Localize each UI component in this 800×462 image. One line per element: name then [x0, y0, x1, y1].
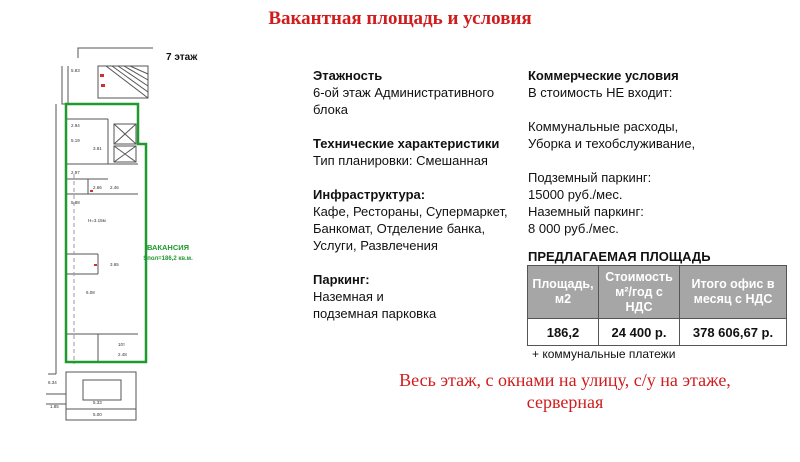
- exclusions-section: [528, 118, 768, 152]
- surface-parking-price: 8 000 руб./мес.: [528, 221, 619, 236]
- room-label: 5.83: [71, 68, 80, 73]
- infra-line: Кафе, Рестораны, Супермаркет,: [313, 204, 508, 219]
- table-cell: 378 606,67 р.: [680, 319, 787, 346]
- property-info-column: [313, 67, 525, 322]
- room-label: 1.85: [50, 404, 59, 409]
- parking-line: подземная парковка: [313, 306, 437, 321]
- tech-line: Тип планировки: Смешанная: [313, 153, 488, 168]
- room-label: 2.46: [110, 185, 119, 190]
- floors-heading: Этажность: [313, 68, 383, 83]
- footer-note: [330, 369, 800, 413]
- room-label: 2.48: [118, 352, 127, 357]
- commercial-heading: Коммерческие условия: [528, 68, 679, 83]
- vacancy-area-label: Sпол=186,2 кв.м.: [143, 256, 193, 262]
- room-label: 2.94: [71, 123, 80, 128]
- commercial-line: В стоимость НЕ входит:: [528, 85, 673, 100]
- utilities-note: + коммунальные платежи: [532, 347, 676, 361]
- column-header: Стоимость м²/год с НДС: [599, 266, 680, 319]
- underground-parking-label: Подземный паркинг:: [528, 170, 652, 185]
- column-header: Итого офис в месяц с НДС: [680, 266, 787, 319]
- surface-parking-label: Наземный паркинг:: [528, 204, 644, 219]
- exclusion-line: Коммунальные расходы,: [528, 119, 679, 134]
- room-label: 5.88: [71, 200, 80, 205]
- room-label: 3.81: [93, 146, 102, 151]
- parking-line: Наземная и: [313, 289, 384, 304]
- room-label: H=3.15м: [88, 218, 106, 223]
- parking-heading: Паркинг:: [313, 272, 370, 287]
- vacancy-label: ВАКАНСИЯ: [146, 243, 190, 252]
- underground-parking-price: 15000 руб./мес.: [528, 187, 623, 202]
- parking-prices-section: [528, 169, 768, 237]
- room-label: 5.19: [71, 138, 80, 143]
- floors-section: [313, 67, 525, 118]
- floor-label: 7 этаж: [166, 52, 198, 63]
- commercial-section: [528, 67, 768, 101]
- exclusion-line: Уборка и техобслуживание,: [528, 136, 696, 151]
- floors-line: 6-ой этаж Административного: [313, 85, 495, 100]
- page-title: Вакантная площадь и условия: [268, 8, 532, 29]
- offer-table: [527, 265, 787, 346]
- room-label: 5.00: [93, 412, 102, 417]
- room-label: 3.65: [110, 262, 119, 267]
- infra-heading: Инфраструктура:: [313, 187, 426, 202]
- room-label: 10т: [118, 342, 126, 347]
- infra-section: [313, 186, 525, 254]
- table-header-row: [528, 266, 787, 319]
- column-header: Площадь, м2: [528, 266, 599, 319]
- table-cell: 186,2: [528, 319, 599, 346]
- room-label: 2.66: [93, 185, 102, 190]
- tech-heading: Технические характеристики: [313, 136, 500, 151]
- room-label: 6.08: [86, 290, 95, 295]
- infra-line: Банкомат, Отделение банка,: [313, 221, 486, 236]
- infra-line: Услуги, Развлечения: [313, 238, 438, 253]
- footer-line: серверная: [526, 392, 604, 412]
- table-row: [528, 319, 787, 346]
- offer-heading: ПРЕДЛАГАЕМАЯ ПЛОЩАДЬ: [528, 249, 711, 264]
- footer-line: Весь этаж, с окнами на улицу, с/у на этаже,: [399, 370, 731, 390]
- commercial-column: [528, 67, 768, 237]
- tech-section: [313, 135, 525, 169]
- floor-plan: [38, 44, 308, 454]
- room-label: 6.34: [48, 380, 57, 385]
- floors-line: блока: [313, 102, 349, 117]
- room-label: 5.33: [93, 400, 102, 405]
- room-label: 2.97: [71, 170, 80, 175]
- parking-section: [313, 271, 525, 322]
- table-cell: 24 400 р.: [599, 319, 680, 346]
